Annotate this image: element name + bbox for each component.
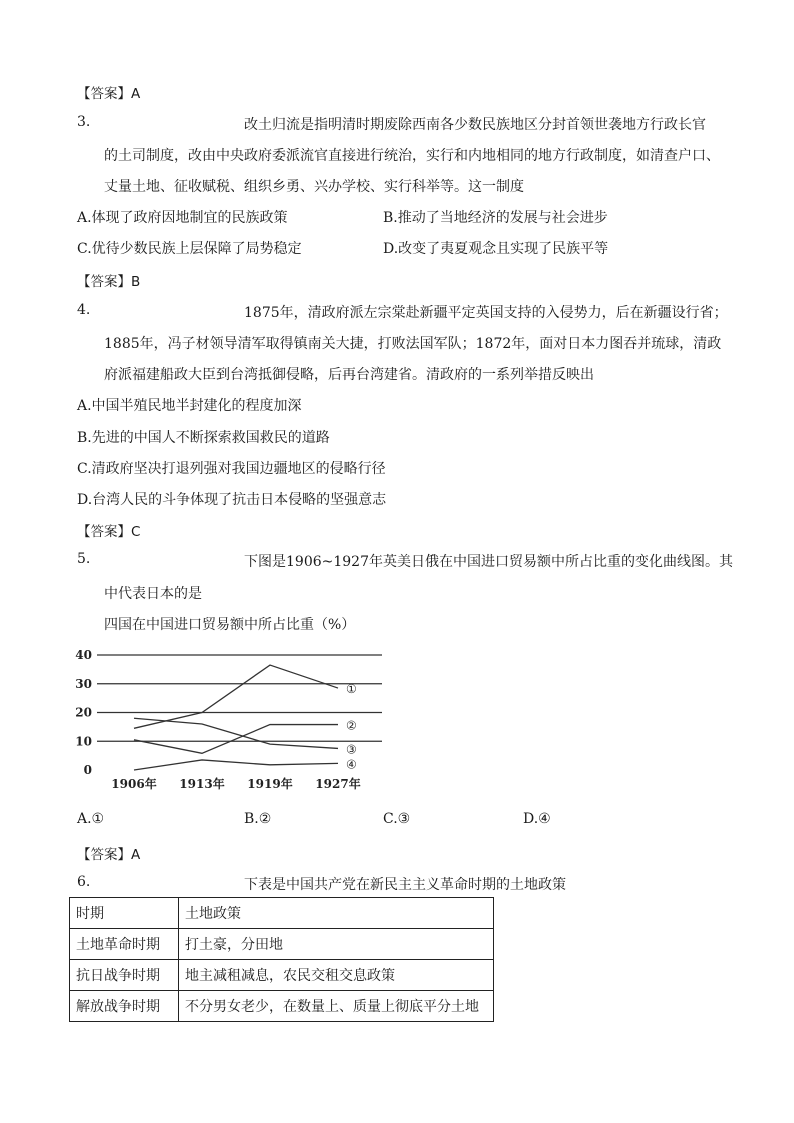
table-header-cell: 土地政策 <box>179 898 494 929</box>
series-line <box>134 665 338 728</box>
table-header-cell: 时期 <box>70 898 179 929</box>
chart-gridlines <box>97 655 382 741</box>
chart-x-tick-labels <box>111 776 360 791</box>
chart-series-labels <box>346 682 357 771</box>
y-tick-label: 10 <box>75 734 92 749</box>
q5-option-a[interactable]: A.① <box>77 811 105 827</box>
q4-line-2: 1885年，冯子材领导清军取得镇南关大捷，打败法国军队；1872年，面对日本力图吞并琉球，清政 <box>104 336 722 352</box>
y-tick-label: 0 <box>83 763 92 777</box>
y-tick-label: 20 <box>75 705 92 720</box>
q4-option-b[interactable]: B.先进的中国人不断探索救国救民的道路 <box>77 430 330 446</box>
q5-line-1: 下图是1906~1927年英美日俄在中国进口贸易额中所占比重的变化曲线图。其 <box>244 554 733 570</box>
answer-q3: 【答案】B <box>77 274 141 290</box>
x-tick-label: 1927年 <box>315 777 361 791</box>
table-cell-period: 解放战争时期 <box>70 991 179 1022</box>
q3-number: 3. <box>77 114 91 130</box>
chart-y-tick-labels <box>75 648 92 777</box>
q5-option-b[interactable]: B.② <box>244 811 272 827</box>
q3-line-2: 的土司制度，改由中央政府委派流官直接进行统治，实行和内地相同的地方行政制度，如清查户口、 <box>104 148 720 164</box>
series-line <box>134 725 338 754</box>
answer-q4: 【答案】C <box>77 524 141 540</box>
q6-line: 下表是中国共产党在新民主主义革命时期的土地政策 <box>244 877 566 893</box>
series-label: ④ <box>346 757 357 772</box>
series-line <box>134 760 338 770</box>
answer-q2: 【答案】A <box>77 86 141 102</box>
x-tick-label: 1906年 <box>111 777 157 791</box>
y-tick-label: 40 <box>75 648 92 662</box>
table-row <box>70 960 494 991</box>
q4-number: 4. <box>77 302 91 318</box>
q3-line-3: 丈量土地、征收赋税、组织乡勇、兴办学校、实行科举等。这一制度 <box>104 179 524 195</box>
series-line <box>134 718 338 748</box>
table-cell-policy: 打土豪，分田地 <box>179 929 494 960</box>
q3-option-a[interactable]: A.体现了政府因地制宜的民族政策 <box>77 210 288 226</box>
chart-caption: 四国在中国进口贸易额中所占比重（%） <box>104 617 356 633</box>
table-cell-policy: 地主减租减息，农民交租交息政策 <box>179 960 494 991</box>
series-label: ② <box>346 718 357 733</box>
table-cell-period: 抗日战争时期 <box>70 960 179 991</box>
q4-line-3: 府派福建船政大臣到台湾抵御侵略，后再台湾建省。清政府的一系列举措反映出 <box>104 367 594 383</box>
q4-option-a[interactable]: A.中国半殖民地半封建化的程度加深 <box>77 398 302 414</box>
q4-line-1: 1875年，清政府派左宗棠赴新疆平定英国支持的入侵势力，后在新疆设行省； <box>244 305 728 321</box>
table-cell-policy: 不分男女老少，在数量上、质量上彻底平分土地 <box>179 991 494 1022</box>
x-tick-label: 1913年 <box>179 777 225 791</box>
q3-option-d[interactable]: D.改变了夷夏观念且实现了民族平等 <box>383 241 609 257</box>
q6-number: 6. <box>77 874 91 890</box>
series-label: ① <box>346 682 357 697</box>
q5-line-2: 中代表日本的是 <box>104 586 202 602</box>
chart-series-lines <box>134 665 338 770</box>
q3-line-1: 改土归流是指明清时期废除西南各少数民族地区分封首领世袭地方行政长官 <box>244 117 706 133</box>
table-row <box>70 929 494 960</box>
q5-number: 5. <box>77 551 91 567</box>
table-row <box>70 991 494 1022</box>
table-cell-period: 土地革命时期 <box>70 929 179 960</box>
q3-option-b[interactable]: B.推动了当地经济的发展与社会进步 <box>383 210 608 226</box>
q4-option-c[interactable]: C.清政府坚决打退列强对我国边疆地区的侵略行径 <box>77 461 386 477</box>
y-tick-label: 30 <box>75 676 92 691</box>
q4-option-d[interactable]: D.台湾人民的斗争体现了抗击日本侵略的坚强意志 <box>77 492 387 508</box>
table-header-row <box>70 898 494 929</box>
q5-option-d[interactable]: D.④ <box>523 811 551 827</box>
trade-share-line-chart <box>60 640 400 800</box>
land-policy-table <box>69 897 494 1022</box>
answer-q5: 【答案】A <box>77 847 141 863</box>
x-tick-label: 1919年 <box>247 777 293 791</box>
q3-option-c[interactable]: C.优待少数民族上层保障了局势稳定 <box>77 241 302 257</box>
q5-option-c[interactable]: C.③ <box>383 811 411 827</box>
series-label: ③ <box>346 742 357 757</box>
